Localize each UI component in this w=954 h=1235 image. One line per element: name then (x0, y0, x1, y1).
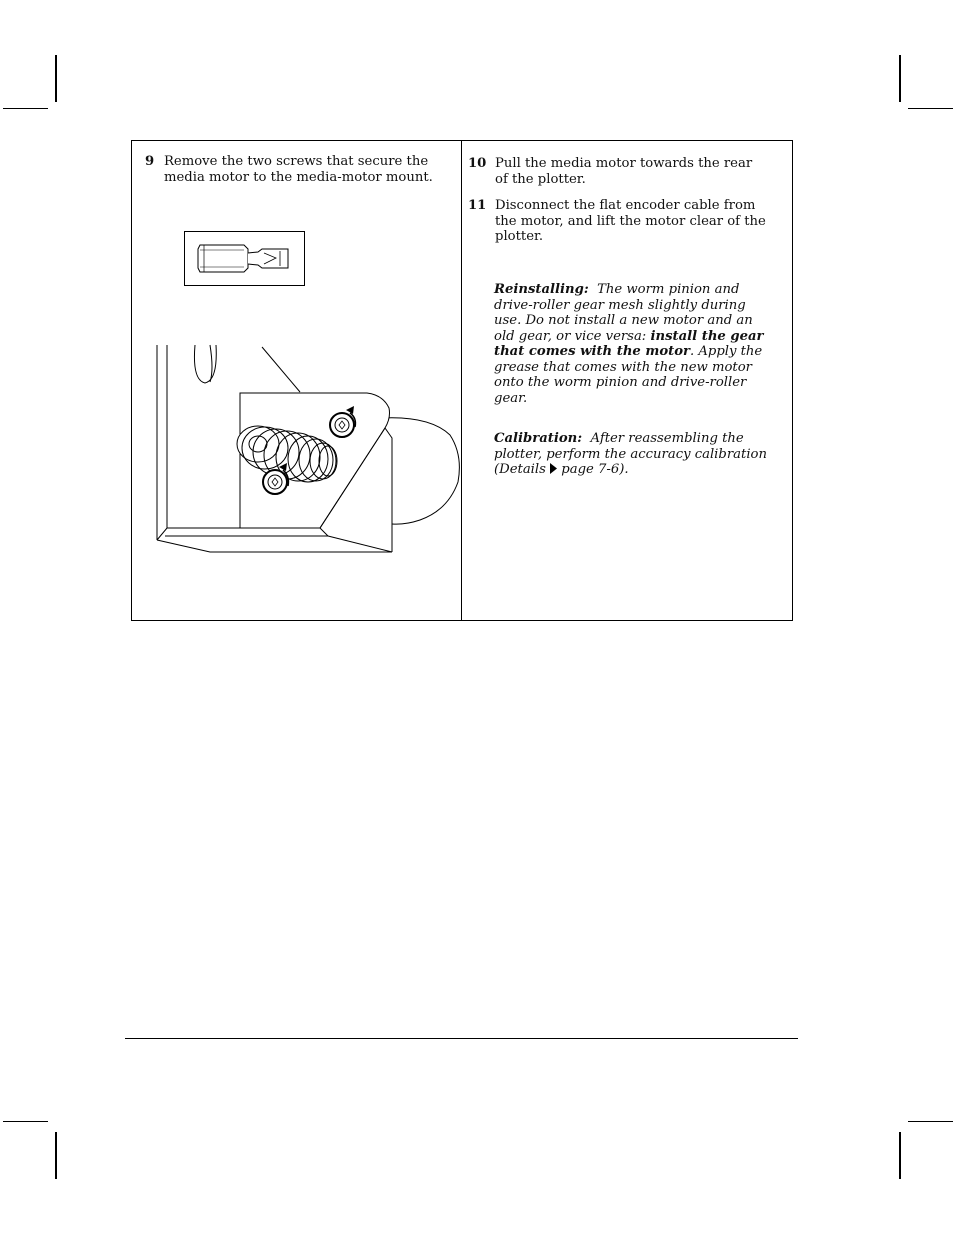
calibration-note (494, 431, 769, 478)
note-heading: Reinstalling: (494, 282, 589, 297)
crop-mark (55, 1132, 57, 1179)
step-text: Disconnect the flat encoder cable from the motor, and lift the motor clear of the plotter. (495, 198, 766, 244)
reinstalling-note (494, 282, 769, 406)
step-text: Remove the two screws that secure the media motor to the media-motor mount. (164, 154, 433, 185)
note-text: page 7-6). (561, 462, 629, 477)
right-arrow-icon (550, 463, 557, 474)
footer-rule (125, 1038, 798, 1039)
crop-mark (3, 1121, 48, 1122)
crop-mark (899, 55, 901, 102)
crop-mark (908, 1121, 953, 1122)
crop-mark (55, 55, 57, 102)
note-text: After reassembling the plotter, perform the accuracy calibration (Details (494, 431, 767, 477)
crop-mark (899, 1132, 901, 1179)
note-heading: Calibration: (494, 431, 583, 446)
note-text: . Apply the grease that comes with the new motor onto the worm pinion and drive-roller gear. (494, 344, 763, 406)
step-text: Pull the media motor towards the rear of the plotter. (495, 156, 753, 187)
step-number: 10 (468, 156, 487, 171)
crop-mark (3, 108, 48, 109)
step-number: 11 (468, 198, 487, 213)
torx-bit-icon (184, 231, 305, 286)
note-emphasis: install the gear that comes with the motor (494, 328, 764, 359)
crop-mark (908, 108, 953, 109)
step-number: 9 (145, 154, 155, 169)
note-text: The worm pinion and drive-roller gear mesh slightly during use. Do not install a new motor and an old gear, or vice versa: (494, 282, 753, 344)
column-divider (461, 140, 462, 621)
motor-mount-illustration (150, 340, 460, 560)
